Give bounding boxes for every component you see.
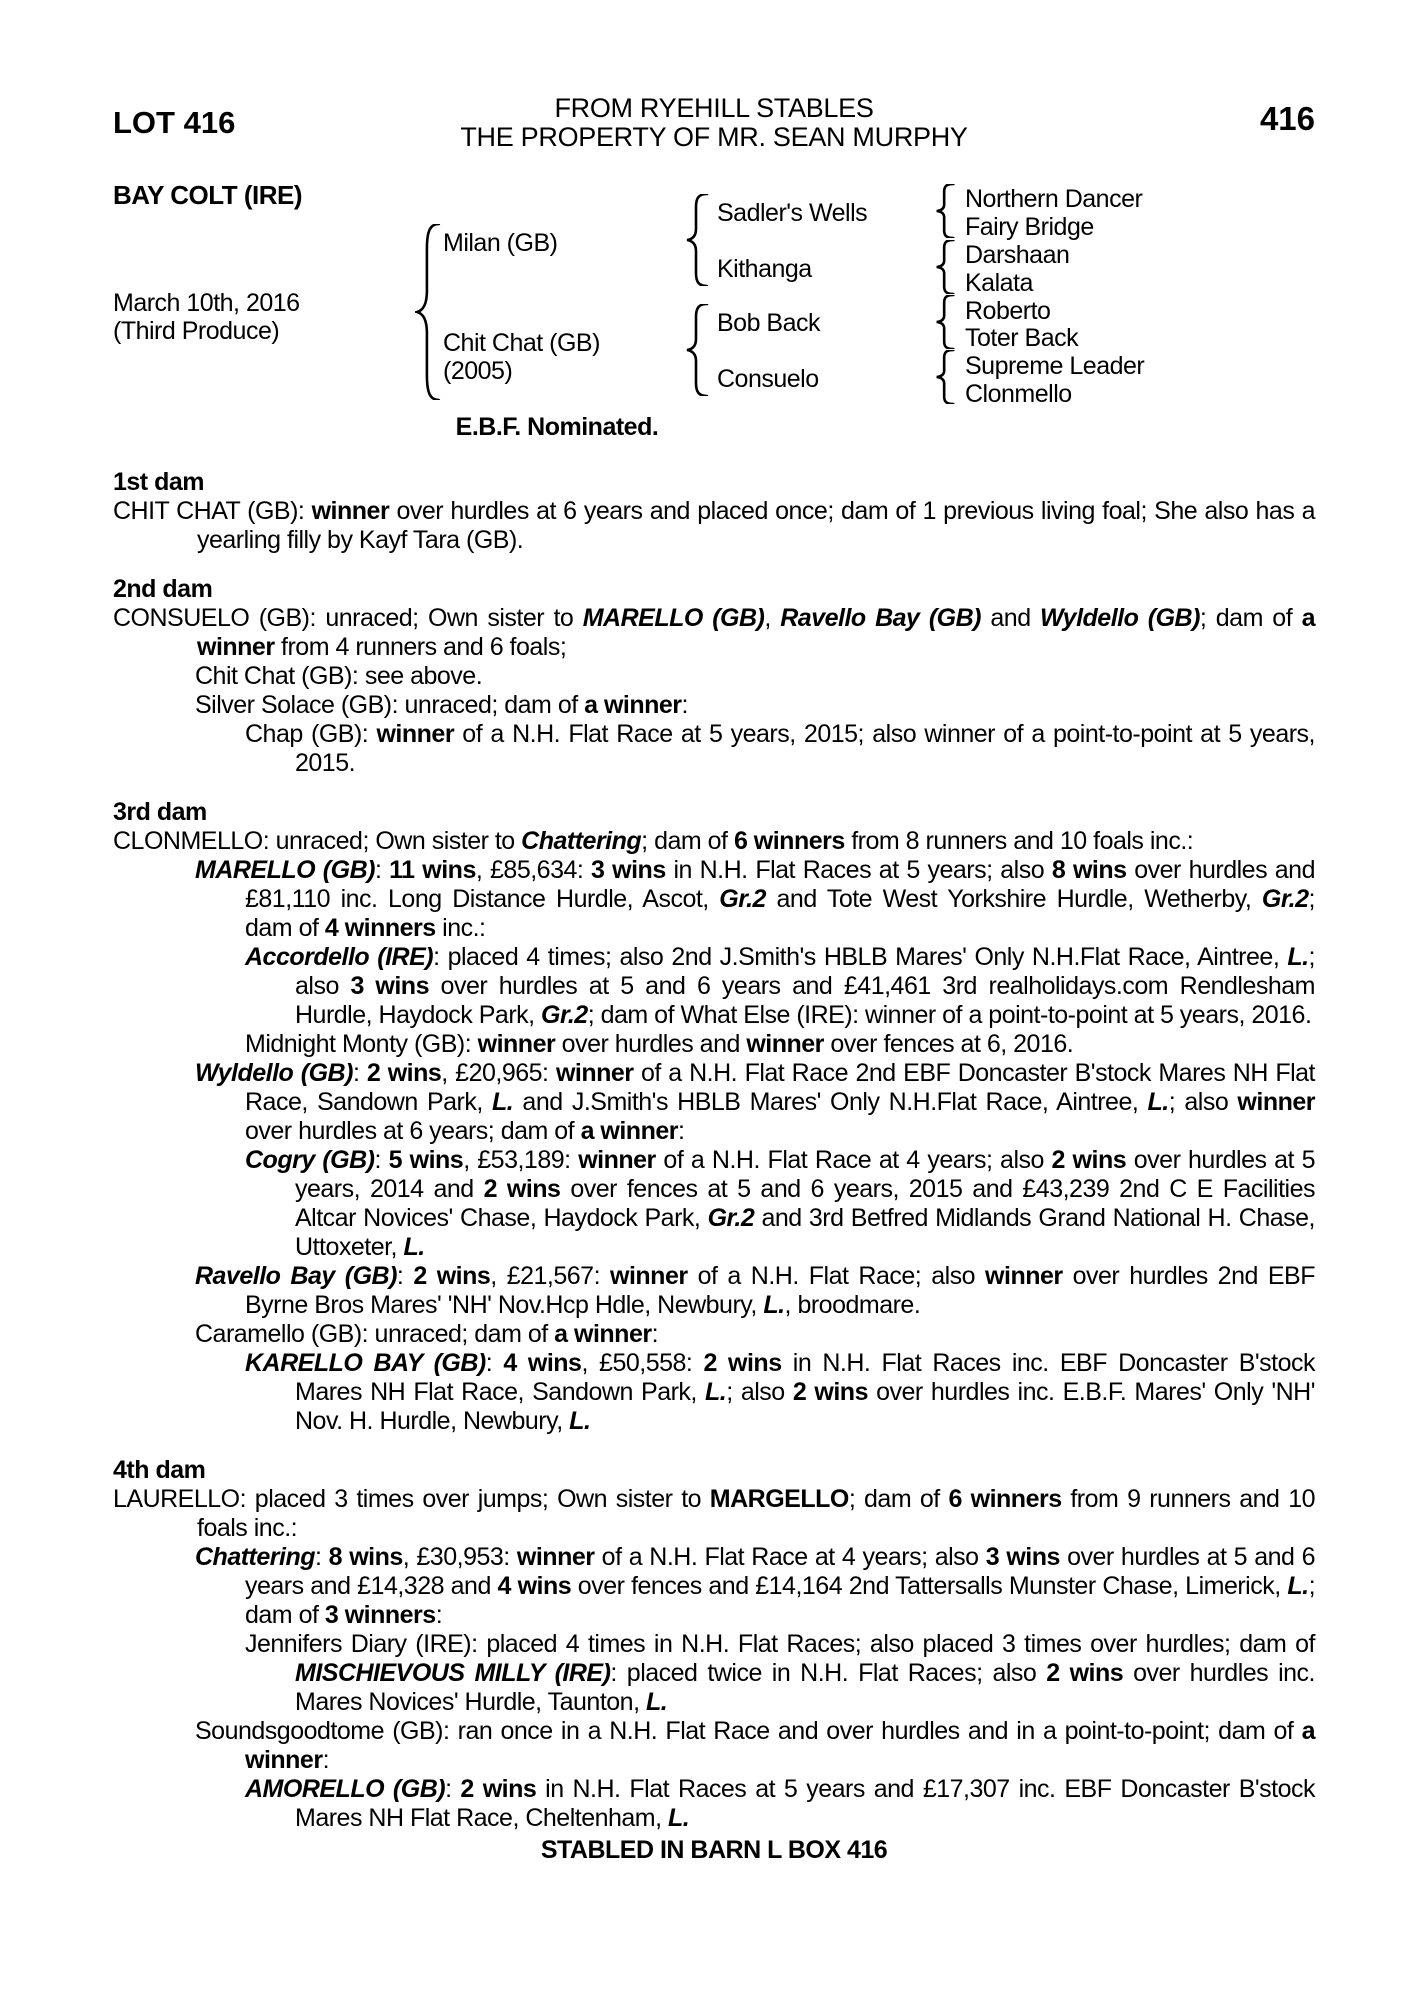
text-segment: ; dam of <box>1199 604 1302 632</box>
text-segment: : <box>485 1349 504 1377</box>
text-segment: and 3rd Betfred Midlands Grand National H. Chase, Uttoxeter, <box>295 1204 1315 1261</box>
emphasized-name: winner <box>516 1543 595 1571</box>
text-segment: over fences at 6, 2016. <box>823 1030 1074 1058</box>
text-segment: Jennifers Diary (IRE): placed 4 times in N.H. Flat Races; also placed 3 times over hurdles; dam of <box>245 1630 1315 1658</box>
emphasized-name: winner <box>477 1030 556 1058</box>
text-segment: over hurdles inc. E.B.F. Mares' Only 'NH' Nov. H. Hurdle, Newbury, <box>295 1378 1316 1435</box>
emphasized-name: winner <box>578 1146 656 1174</box>
emphasized-name: Chattering <box>521 827 642 855</box>
sire-sire-name: Sadler's Wells <box>717 199 868 227</box>
pedigree-table <box>113 182 1315 406</box>
text-segment: : <box>374 856 390 884</box>
pedigree-brace-main <box>415 224 441 400</box>
emphasized-name: 4 wins <box>497 1572 572 1600</box>
text-segment: over hurdles and <box>555 1030 747 1058</box>
text-segment: : <box>445 1775 461 1803</box>
section-heading: 1st dam <box>113 468 204 496</box>
pedigree-paragraph <box>113 1349 1315 1436</box>
emphasized-name: 8 wins <box>1051 856 1127 884</box>
text-segment: from 4 runners and 6 foals; <box>274 633 567 661</box>
text-segment: : <box>435 1601 443 1629</box>
text-segment: ; also <box>1168 1088 1238 1116</box>
text-segment: from 8 runners and 10 foals inc.: <box>844 827 1194 855</box>
emphasized-name: L. <box>403 1233 425 1261</box>
pedigree-brace-sire <box>685 194 709 286</box>
emphasized-name: 3 wins <box>985 1543 1060 1571</box>
subject-name: BAY COLT (IRE) <box>113 180 302 210</box>
text-segment: , £85,634: <box>475 856 592 884</box>
dam-year: (2005) <box>443 357 513 385</box>
emphasized-name: winner <box>985 1262 1063 1290</box>
text-segment: Chap (GB): <box>245 720 377 748</box>
dam-sections <box>113 468 1315 1833</box>
emphasized-name: KARELLO BAY (GB) <box>245 1349 486 1377</box>
emphasized-name: winner <box>555 1059 634 1087</box>
emphasized-name: MISCHIEVOUS MILLY (IRE) <box>295 1659 611 1687</box>
emphasized-name: winner <box>746 1030 824 1058</box>
text-segment: of a N.H. Flat Race; also <box>687 1262 986 1290</box>
text-segment: : <box>396 1262 414 1290</box>
pedigree-paragraph <box>113 856 1315 943</box>
emphasized-name: L. <box>569 1407 591 1435</box>
pedigree-paragraph <box>113 1030 1315 1059</box>
ancestor-name-2: Fairy Bridge <box>965 213 1094 241</box>
text-segment: ; dam of <box>848 1485 949 1513</box>
emphasized-name: 6 winners <box>733 827 845 855</box>
text-segment: : <box>352 1059 367 1087</box>
ancestor-name-8: Clonmello <box>965 380 1072 408</box>
text-segment: over hurdles and £81,110 inc. Long Distance Hurdle, Ascot, <box>245 856 1315 913</box>
ancestor-name-5: Roberto <box>965 297 1051 325</box>
ancestor-name-1: Northern Dancer <box>965 185 1143 213</box>
sire-name: Milan (GB) <box>443 229 558 257</box>
text-segment: , <box>764 604 781 632</box>
pedigree-paragraph <box>113 1775 1315 1833</box>
text-segment: Chit Chat (GB): see above. <box>195 662 483 690</box>
text-segment: and J.Smith's HBLB Mares' Only N.H.Flat Race, Aintree, <box>513 1088 1148 1116</box>
text-segment: of a N.H. Flat Race at 4 years; also <box>594 1543 986 1571</box>
subject-foaling-date: March 10th, 2016 <box>113 289 300 317</box>
section-heading: 3rd dam <box>113 798 207 826</box>
emphasized-name: winner <box>610 1262 688 1290</box>
text-segment: ; dam of <box>245 1572 1316 1629</box>
consignor-line1: FROM RYEHILL STABLES <box>554 93 874 123</box>
pedigree-paragraph <box>113 1320 1315 1349</box>
emphasized-name: winner <box>376 720 455 748</box>
text-segment: over hurdles 2nd EBF Byrne Bros Mares' 'NH' Nov.Hcp Hdle, Newbury, <box>245 1262 1315 1319</box>
text-segment: : <box>374 1146 389 1174</box>
text-segment: over hurdles at 5 years, 2014 and <box>295 1146 1316 1203</box>
emphasized-name: 3 winners <box>324 1601 436 1629</box>
emphasized-name: MARELLO (GB) <box>582 604 765 632</box>
emphasized-name: 4 wins <box>503 1349 582 1377</box>
dam-dam-name: Consuelo <box>717 365 819 393</box>
lot-number: 416 <box>1259 100 1315 137</box>
page-header <box>113 94 1315 152</box>
emphasized-name: L. <box>668 1804 690 1832</box>
emphasized-name: MARGELLO <box>709 1485 849 1513</box>
text-segment: CLONMELLO: unraced; Own sister to <box>113 827 522 855</box>
emphasized-name: Cogry (GB) <box>245 1146 375 1174</box>
pedigree-brace-g4-4 <box>935 350 955 404</box>
emphasized-name: winner <box>1237 1088 1315 1116</box>
emphasized-name: L. <box>645 1688 668 1716</box>
emphasized-name: 6 winners <box>948 1485 1062 1513</box>
emphasized-name: 2 wins <box>703 1349 782 1377</box>
pedigree-brace-dam <box>685 304 709 396</box>
emphasized-name: 3 wins <box>350 972 429 1000</box>
emphasized-name: Chattering <box>195 1543 315 1571</box>
ancestor-name-7: Supreme Leader <box>965 352 1145 380</box>
subject-produce-note: (Third Produce) <box>113 317 280 345</box>
text-segment: : <box>322 1746 330 1774</box>
pedigree-paragraph <box>113 1485 1315 1543</box>
text-segment: , £20,965: <box>441 1059 556 1087</box>
pedigree-paragraph <box>113 662 1315 691</box>
text-segment: in N.H. Flat Races inc. EBF Doncaster B'stock Mares NH Flat Race, Sandown Park, <box>295 1349 1316 1406</box>
text-segment: : placed 4 times; also 2nd J.Smith's HBLB Mares' Only N.H.Flat Race, Aintree, <box>433 943 1288 971</box>
pedigree-paragraph <box>113 1543 1315 1630</box>
text-segment: in N.H. Flat Races at 5 years and £17,307 inc. EBF Doncaster B'stock Mares NH Flat Race, Cheltenham, <box>295 1775 1315 1832</box>
text-segment: over hurdles inc. Mares Novices' Hurdle, Taunton, <box>295 1659 1315 1716</box>
ancestor-name-3: Darshaan <box>965 241 1070 269</box>
text-segment: Silver Solace (GB): unraced; dam of <box>195 691 585 719</box>
pedigree-brace-g4-2 <box>935 240 955 294</box>
ancestor-name-6: Toter Back <box>965 324 1079 352</box>
pedigree-paragraph <box>113 1059 1315 1146</box>
text-segment: : <box>651 1320 659 1348</box>
text-segment: over fences at 5 and 6 years, 2015 and £43,239 2nd C E Facilities Altcar Novices' Chase, Haydock Park, <box>295 1175 1315 1232</box>
emphasized-name: Wyldello (GB) <box>1040 604 1200 632</box>
text-segment: over hurdles at 5 and 6 years and £41,461 3rd realholidays.com Rendlesham Hurdle, Haydock Park, <box>295 972 1316 1029</box>
emphasized-name: Ravello Bay (GB) <box>195 1262 397 1290</box>
text-segment: of a N.H. Flat Race at 4 years; also <box>655 1146 1052 1174</box>
text-segment: , £30,953: <box>402 1543 517 1571</box>
text-segment: LAURELLO: placed 3 times over jumps; Own sister to <box>113 1485 710 1513</box>
ancestor-name-4: Kalata <box>965 269 1033 297</box>
emphasized-name: a winner <box>554 1320 652 1348</box>
emphasized-name: a winner <box>580 1117 678 1145</box>
text-segment: inc.: <box>435 914 486 942</box>
text-segment: over fences and £14,164 2nd Tattersalls Munster Chase, Limerick, <box>571 1572 1288 1600</box>
consignor-block <box>460 94 967 152</box>
dam-name: Chit Chat (GB) <box>443 329 600 357</box>
text-segment: and Tote West Yorkshire Hurdle, Wetherby, <box>765 885 1262 913</box>
text-segment: CHIT CHAT (GB): <box>113 497 312 525</box>
pedigree-paragraph <box>113 1146 1315 1262</box>
text-segment: CONSUELO (GB): unraced; Own sister to <box>113 604 583 632</box>
pedigree-paragraph <box>113 497 1315 555</box>
emphasized-name: Accordello (IRE) <box>245 943 434 971</box>
pedigree-paragraph <box>113 1717 1315 1775</box>
emphasized-name: L. <box>763 1291 785 1319</box>
pedigree-paragraph <box>113 604 1315 662</box>
emphasized-name: 4 winners <box>324 914 436 942</box>
text-segment: and <box>981 604 1041 632</box>
text-segment: , £21,567: <box>490 1262 611 1290</box>
emphasized-name: a winner <box>197 604 1315 661</box>
emphasized-name: 2 wins <box>1051 1146 1127 1174</box>
emphasized-name: 2 wins <box>792 1378 868 1406</box>
emphasized-name: 2 wins <box>366 1059 442 1087</box>
text-segment: ; also <box>726 1378 793 1406</box>
sire-dam-name: Kithanga <box>717 255 812 283</box>
pedigree-brace-g4-3 <box>935 295 955 349</box>
text-segment: : <box>677 1117 685 1145</box>
text-segment: over hurdles at 6 years; dam of <box>245 1117 581 1145</box>
section-heading: 2nd dam <box>113 575 213 603</box>
emphasized-name: 5 wins <box>388 1146 464 1174</box>
text-segment: ; dam of <box>641 827 734 855</box>
emphasized-name: L. <box>1147 1088 1169 1116</box>
section-heading: 4th dam <box>113 1456 206 1484</box>
emphasized-name: Ravello Bay (GB) <box>780 604 981 632</box>
emphasized-name: L. <box>1287 1572 1309 1600</box>
pedigree-paragraph <box>113 943 1315 1030</box>
text-segment: , broodmare. <box>784 1291 921 1319</box>
emphasized-name: winner <box>311 497 390 525</box>
emphasized-name: L. <box>1287 943 1309 971</box>
text-segment: over hurdles at 6 years and placed once; dam of 1 previous living foal; She also has a yearling filly by Kayf Tara (GB). <box>197 497 1315 554</box>
text-segment: ; also <box>295 943 1315 1000</box>
emphasized-name: a winner <box>245 1717 1315 1774</box>
text-segment: : placed twice in N.H. Flat Races; also <box>610 1659 1047 1687</box>
stabling-note: STABLED IN BARN L BOX 416 <box>540 1836 888 1864</box>
emphasized-name: 2 wins <box>1046 1659 1124 1687</box>
text-segment: , £50,558: <box>581 1349 704 1377</box>
text-segment: ; dam of What Else (IRE): winner of a point-to-point at 5 years, 2016. <box>587 1001 1312 1029</box>
text-segment: over hurdles at 5 and 6 years and £14,328 and <box>245 1543 1315 1600</box>
text-segment: of a N.H. Flat Race at 5 years, 2015; also winner of a point-to-point at 5 years, 2015. <box>295 720 1315 777</box>
text-segment: : <box>681 691 688 719</box>
emphasized-name: L. <box>492 1088 514 1116</box>
text-segment: Midnight Monty (GB): <box>245 1030 478 1058</box>
emphasized-name: L. <box>705 1378 727 1406</box>
pedigree-paragraph <box>113 827 1315 856</box>
dam-sire-name: Bob Back <box>717 309 821 337</box>
emphasized-name: 3 wins <box>591 856 666 884</box>
text-segment: : <box>315 1543 329 1571</box>
text-segment: in N.H. Flat Races at 5 years; also <box>665 856 1052 884</box>
emphasized-name: 11 wins <box>389 856 476 884</box>
emphasized-name: AMORELLO (GB) <box>245 1775 446 1803</box>
text-segment: from 9 runners and 10 foals inc.: <box>197 1485 1316 1542</box>
text-segment: Caramello (GB): unraced; dam of <box>195 1320 555 1348</box>
emphasized-name: Gr.2 <box>541 1001 588 1029</box>
emphasized-name: 2 wins <box>460 1775 537 1803</box>
emphasized-name: 2 wins <box>483 1175 561 1203</box>
emphasized-name: 2 wins <box>413 1262 491 1290</box>
emphasized-name: Gr.2 <box>719 885 766 913</box>
pedigree-paragraph <box>113 1630 1315 1717</box>
pedigree-paragraph <box>113 720 1315 778</box>
text-segment: of a N.H. Flat Race 2nd EBF Doncaster B'stock Mares NH Flat Race, Sandown Park, <box>245 1059 1315 1116</box>
emphasized-name: a winner <box>584 691 682 719</box>
text-segment: ; dam of <box>245 885 1315 942</box>
ebf-nominated-note: E.B.F. Nominated. <box>455 413 659 441</box>
pedigree-paragraph <box>113 1262 1315 1320</box>
text-segment: Soundsgoodtome (GB): ran once in a N.H. Flat Race and over hurdles and in a point-to-point; dam of <box>195 1717 1302 1745</box>
emphasized-name: MARELLO (GB) <box>195 856 375 884</box>
emphasized-name: 8 wins <box>328 1543 403 1571</box>
emphasized-name: Wyldello (GB) <box>195 1059 353 1087</box>
text-segment: , £53,189: <box>463 1146 579 1174</box>
lot-label: LOT 416 <box>113 105 236 140</box>
consignor-line2: THE PROPERTY OF MR. SEAN MURPHY <box>460 122 968 152</box>
emphasized-name: Gr.2 <box>707 1204 755 1232</box>
emphasized-name: Gr.2 <box>1261 885 1309 913</box>
pedigree-brace-g4-1 <box>935 184 955 238</box>
pedigree-paragraph <box>113 691 1315 720</box>
